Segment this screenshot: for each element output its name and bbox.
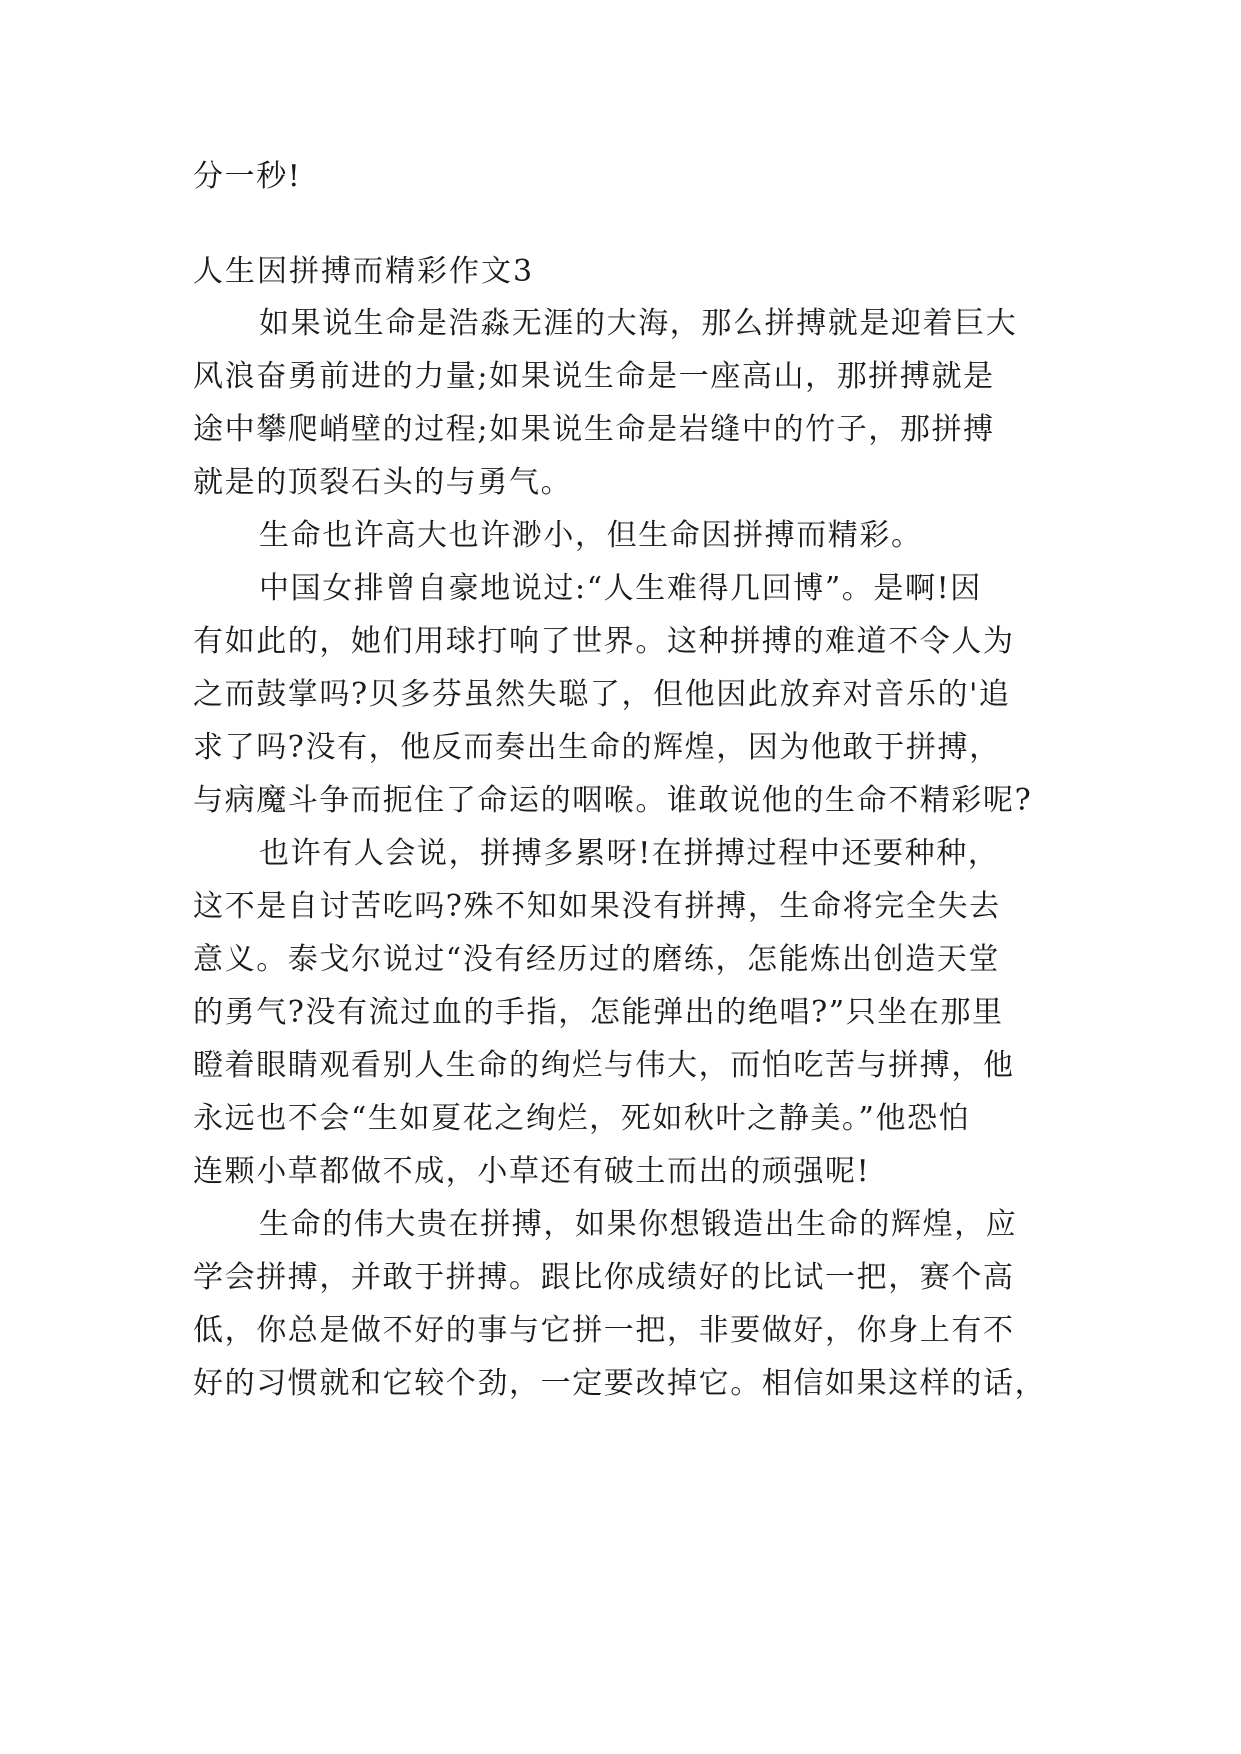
text-line: 求了吗?没有，他反而奏出生命的辉煌，因为他敢于拼搏， — [193, 730, 1001, 765]
text-line: 如果说生命是浩淼无涯的大海，那么拼搏就是迎着巨大 — [259, 306, 1018, 341]
text-line: 好的习惯就和它较个劲，一定要改掉它。相信如果这样的话， — [193, 1366, 1047, 1401]
continuation-line: 分一秒! — [193, 159, 302, 194]
text-line: 生命也许高大也许渺小，但生命因拼搏而精彩。 — [259, 518, 923, 553]
text-line: 也许有人会说，拼搏多累呀!在拼搏过程中还要种种， — [259, 836, 1000, 871]
text-line: 之而鼓掌吗?贝多芬虽然失聪了，但他因此放弃对音乐的'追 — [193, 677, 1011, 712]
text-line: 中国女排曾自豪地说过:“人生难得几回博”。是啊!因 — [259, 571, 982, 606]
text-line: 瞪着眼睛观看别人生命的绚烂与伟大，而怕吃苦与拼搏，他 — [193, 1048, 1015, 1083]
text-line: 这不是自讨苦吃吗?殊不知如果没有拼搏，生命将完全失去 — [193, 889, 1001, 924]
text-line: 连颗小草都做不成，小草还有破土而出的顽强呢! — [193, 1154, 871, 1189]
text-line: 途中攀爬峭壁的过程;如果说生命是岩缝中的竹子，那拼搏 — [193, 412, 995, 447]
text-line: 低，你总是做不好的事与它拼一把，非要做好，你身上有不 — [193, 1313, 1015, 1348]
text-line: 学会拼搏，并敢于拼搏。跟比你成绩好的比试一把，赛个高 — [193, 1260, 1015, 1295]
text-line: 意义。泰戈尔说过“没有经历过的磨练，怎能炼出创造天堂 — [193, 942, 1000, 977]
essay-title: 人生因拼搏而精彩作文3 — [193, 254, 535, 289]
text-line: 就是的顶裂石头的与勇气。 — [193, 465, 573, 500]
text-line: 与病魔斗争而扼住了命运的咽喉。谁敢说他的生命不精彩呢? — [193, 783, 1033, 818]
text-line: 永远也不会“生如夏花之绚烂，死如秋叶之静美。”他恐怕 — [193, 1101, 971, 1136]
text-line: 生命的伟大贵在拼搏，如果你想锻造出生命的辉煌，应 — [259, 1207, 1018, 1242]
text-line: 有如此的，她们用球打响了世界。这种拼搏的难道不令人为 — [193, 624, 1015, 659]
text-line: 的勇气?没有流过血的手指，怎能弹出的绝唱?”只坐在那里 — [193, 995, 1004, 1030]
text-line: 风浪奋勇前进的力量;如果说生命是一座高山，那拼搏就是 — [193, 359, 995, 394]
